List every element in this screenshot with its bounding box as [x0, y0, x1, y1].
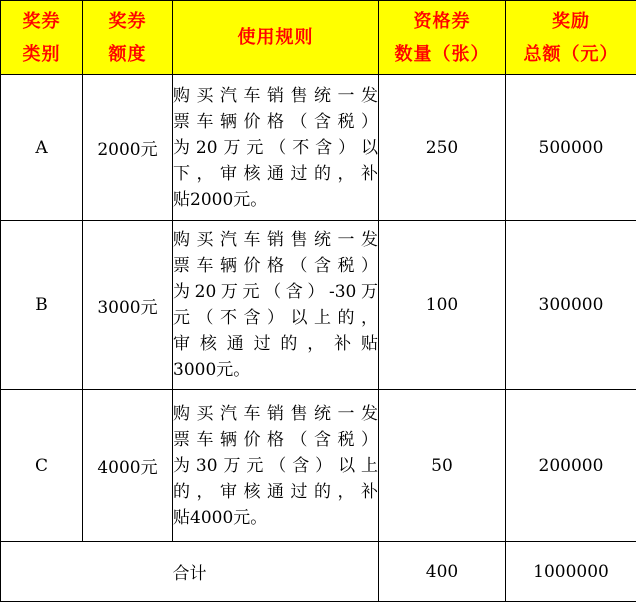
rule-cell: [173, 221, 379, 390]
header-rule: 使用规则: [173, 1, 379, 75]
rule-line: 购买汽车销售统一发: [173, 401, 378, 427]
rule-cell: [173, 390, 379, 542]
summary-quantity: 400: [379, 542, 506, 602]
rule-line: 元（不含）以上的，: [173, 305, 378, 331]
header-quantity-line-2: 数量（张）: [379, 38, 505, 71]
rule-line: 购买汽车销售统一发: [173, 83, 378, 109]
table-row: [1, 221, 636, 390]
header-amount-line-1: 奖券: [83, 5, 172, 38]
amount-cell: 2000元: [83, 75, 173, 221]
category-cell: C: [1, 390, 83, 542]
total-cell: 300000: [506, 221, 636, 390]
rule-line: 票车辆价格（含税）: [173, 109, 378, 135]
header-total-line-1: 奖励: [506, 5, 636, 38]
category-cell: B: [1, 221, 83, 390]
header-amount: [83, 1, 173, 75]
summary-label: 合计: [1, 542, 379, 602]
summary-total: 1000000: [506, 542, 636, 602]
rule-line: 票车辆价格（含税）: [173, 427, 378, 453]
summary-row: [1, 542, 636, 602]
rule-line: 为20万元（含）-30万: [173, 279, 378, 305]
total-cell: 200000: [506, 390, 636, 542]
rule-line: 票车辆价格（含税）: [173, 253, 378, 279]
amount-cell: 4000元: [83, 390, 173, 542]
header-category-line-2: 类别: [1, 38, 82, 71]
rule-line: 下，审核通过的，补: [173, 161, 378, 187]
quantity-cell: 50: [379, 390, 506, 542]
category-cell: A: [1, 75, 83, 221]
header-total: [506, 1, 636, 75]
rule-line: 3000元。: [173, 357, 378, 383]
rule-line: 贴2000元。: [173, 187, 378, 213]
rule-line: 购买汽车销售统一发: [173, 227, 378, 253]
header-category-line-1: 奖券: [1, 5, 82, 38]
header-quantity: [379, 1, 506, 75]
rule-line: 审核通过的，补贴: [173, 331, 378, 357]
quantity-cell: 250: [379, 75, 506, 221]
header-category: [1, 1, 83, 75]
rule-line: 贴4000元。: [173, 505, 378, 531]
table-row: [1, 75, 636, 221]
amount-cell: 3000元: [83, 221, 173, 390]
rule-cell: [173, 75, 379, 221]
total-cell: 500000: [506, 75, 636, 221]
rule-line: 的，审核通过的，补: [173, 479, 378, 505]
header-total-line-2: 总额（元）: [506, 38, 636, 71]
header-amount-line-2: 额度: [83, 38, 172, 71]
table-row: [1, 390, 636, 542]
header-row: [1, 1, 636, 75]
rule-line: 为30万元（含）以上: [173, 453, 378, 479]
rule-line: 为20万元（不含）以: [173, 135, 378, 161]
header-quantity-line-1: 资格券: [379, 5, 505, 38]
quantity-cell: 100: [379, 221, 506, 390]
